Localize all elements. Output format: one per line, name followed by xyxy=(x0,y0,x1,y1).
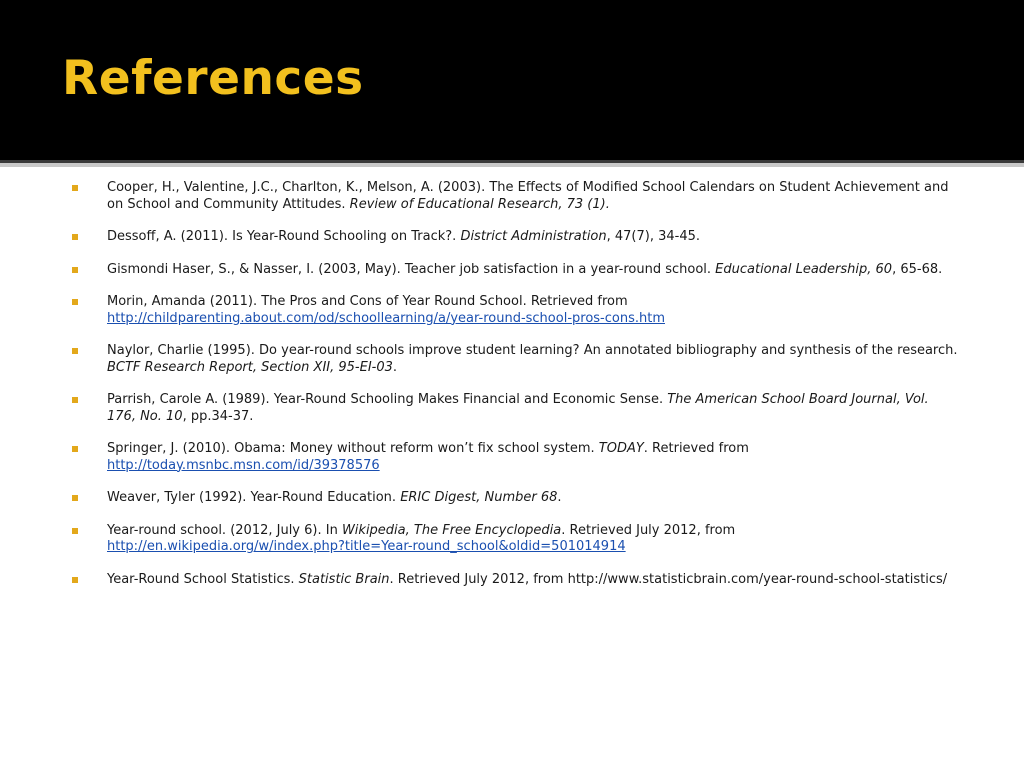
reference-text: Dessoff, A. (2011). Is Year-Round Schooling on Track?. xyxy=(107,229,461,244)
reference-link[interactable]: http://childparenting.about.com/od/schoollearning/a/year-round-school-pros-cons.htm xyxy=(107,310,665,326)
reference-text: Springer, J. (2010). Obama: Money without reform won’t fix school system. xyxy=(107,441,599,456)
references-content xyxy=(72,180,960,604)
square-bullet-icon xyxy=(72,299,78,305)
title-bar xyxy=(0,0,1024,160)
reference-details: . xyxy=(557,490,562,505)
square-bullet-icon xyxy=(72,348,78,354)
reference-link[interactable]: http://today.msnbc.msn.com/id/39378576 xyxy=(107,457,380,473)
reference-source: The American School Board Journal, Vol. 176, No. 10 xyxy=(107,392,929,424)
reference-source: Statistic Brain xyxy=(298,571,390,587)
reference-text: Naylor, Charlie (1995). Do year-round schools improve student learning? An annotated bibliography and synthesis of the research. xyxy=(107,343,958,358)
reference-details: . Retrieved from xyxy=(643,441,749,456)
reference-text: Year-Round School Statistics. xyxy=(107,571,299,587)
square-bullet-icon xyxy=(72,267,78,273)
reference-item-statistic-brain xyxy=(72,572,960,589)
reference-text: Weaver, Tyler (1992). Year-Round Education. xyxy=(107,490,401,505)
references-list xyxy=(72,180,960,588)
reference-source: Review of Educational Research, 73 (1). xyxy=(349,196,610,212)
square-bullet-icon xyxy=(72,397,78,403)
reference-source: Educational Leadership, 60 xyxy=(715,261,893,277)
reference-item-springer xyxy=(72,441,960,474)
reference-item-cooper xyxy=(72,180,960,213)
square-bullet-icon xyxy=(72,528,78,534)
square-bullet-icon xyxy=(72,446,78,452)
square-bullet-icon xyxy=(72,495,78,501)
square-bullet-icon xyxy=(72,185,78,191)
reference-details: . xyxy=(392,359,398,375)
reference-item-weaver xyxy=(72,490,960,507)
square-bullet-icon xyxy=(72,234,78,240)
reference-source: BCTF Research Report, Section XII, 95-EI-03 xyxy=(107,359,393,375)
reference-details: , 47(7), 34-45. xyxy=(606,229,701,244)
reference-details: , pp.34-37. xyxy=(182,408,254,424)
reference-item-wikipedia xyxy=(72,523,960,556)
divider-light xyxy=(0,163,1024,167)
reference-text: Parrish, Carole A. (1989). Year-Round Schooling Makes Financial and Economic Sense. xyxy=(107,392,668,407)
reference-source: District Administration xyxy=(460,229,607,244)
reference-text: Gismondi Haser, S., & Nasser, I. (2003, May). Teacher job satisfaction in a year-round school. xyxy=(107,261,716,277)
reference-item-gismondi xyxy=(72,262,960,279)
reference-source: TODAY xyxy=(598,441,644,456)
reference-item-parrish xyxy=(72,392,960,425)
reference-source: Wikipedia, The Free Encyclopedia xyxy=(341,522,562,538)
reference-item-dessoff xyxy=(72,229,960,246)
reference-text: Cooper, H., Valentine, J.C., Charlton, K., Melson, A. (2003). The Effects of Modified School Calendars on Student Achievement and on School and Community Attitudes. xyxy=(107,180,949,212)
reference-item-naylor xyxy=(72,343,960,376)
reference-details: , 65-68. xyxy=(892,261,943,277)
reference-item-morin xyxy=(72,294,960,327)
reference-text: Morin, Amanda (2011). The Pros and Cons of Year Round School. Retrieved from xyxy=(107,294,628,309)
reference-text: Year-round school. (2012, July 6). In xyxy=(107,522,342,538)
reference-details: . Retrieved July 2012, from xyxy=(561,522,736,538)
reference-source: ERIC Digest, Number 68 xyxy=(400,490,558,505)
reference-link[interactable]: http://en.wikipedia.org/w/index.php?title=Year-round_school&oldid=501014914 xyxy=(107,539,626,554)
square-bullet-icon xyxy=(72,577,78,583)
slide-title: References xyxy=(62,51,364,106)
reference-details: . Retrieved July 2012, from http://www.statisticbrain.com/year-round-school-statistics/ xyxy=(389,571,948,587)
